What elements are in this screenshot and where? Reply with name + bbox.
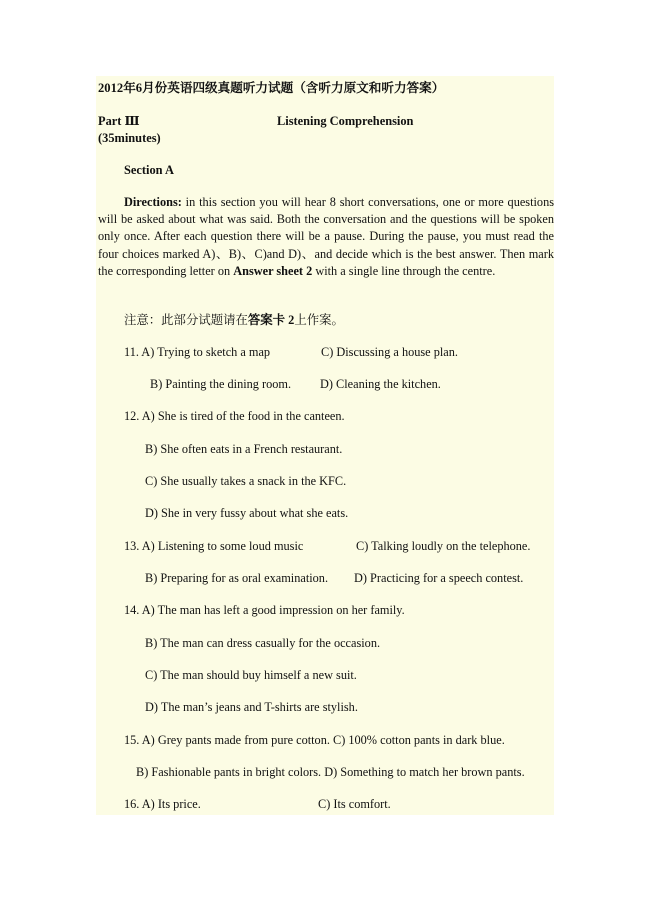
answer-sheet-ref: Answer sheet 2 — [233, 263, 313, 278]
q13-option-d: D) Practicing for a speech contest. — [354, 571, 524, 585]
q16-option-a: 16. A) Its price. — [124, 797, 201, 811]
q15-options-a-c: 15. A) Grey pants made from pure cotton. C) 100% cotton pants in dark blue. — [124, 733, 505, 747]
note-pre: 注意：此部分试题请在 — [124, 313, 248, 327]
q13-option-a: 13. A) Listening to some loud music — [124, 539, 304, 553]
note-bold: 答案卡 2 — [247, 313, 295, 327]
q14-option-a: 14. A) The man has left a good impression on her family. — [124, 603, 405, 617]
q12-option-b: B) She often eats in a French restaurant. — [145, 442, 343, 456]
directions-text: in this section you will hear 8 short conversations, one or more questions will be asked about what was said. Both the conversation and the questions will be spoken only once. After each question there will be a pause. During the pause, you must read the four choices marked A)、B)、C)and D)、and decide which is the best answer. Then mark the corresponding letter on — [98, 195, 554, 278]
q15-options-b-d: B) Fashionable pants in bright colors. D) Something to match her brown pants. — [136, 765, 525, 779]
q14-option-d: D) The man’s jeans and T-shirts are stylish. — [145, 700, 358, 714]
q11-option-d: D) Cleaning the kitchen. — [320, 377, 441, 391]
part-duration: (35minutes) — [98, 131, 161, 145]
q14-option-c: C) The man should buy himself a new suit. — [145, 668, 357, 682]
part-label: Part Ⅲ — [98, 114, 140, 128]
q11-option-b: B) Painting the dining room. — [150, 377, 292, 391]
q16-option-c: C) Its comfort. — [318, 797, 391, 811]
q14-option-b: B) The man can dress casually for the occasion. — [145, 636, 381, 650]
q11-option-c: C) Discussing a house plan. — [321, 345, 458, 359]
note-post: 上作案。 — [294, 313, 344, 327]
q12-option-d: D) She in very fussy about what she eats. — [145, 506, 349, 520]
q13-option-c: C) Talking loudly on the telephone. — [356, 539, 531, 553]
q11-option-a: 11. A) Trying to sketch a map — [124, 345, 271, 359]
document-title: 2012年6月份英语四级真题听力试题（含听力原文和听力答案） — [98, 81, 445, 95]
part-title: Listening Comprehension — [277, 114, 414, 128]
note-line — [124, 312, 344, 328]
directions-paragraph — [98, 194, 554, 280]
directions-text-end: with a single line through the centre. — [312, 263, 496, 278]
q12-option-c: C) She usually takes a snack in the KFC. — [145, 474, 347, 488]
q13-option-b: B) Preparing for as oral examination. — [145, 571, 329, 585]
q12-option-a: 12. A) She is tired of the food in the canteen. — [124, 409, 345, 423]
directions-label: Directions: — [124, 195, 182, 209]
section-heading: Section A — [124, 163, 174, 177]
